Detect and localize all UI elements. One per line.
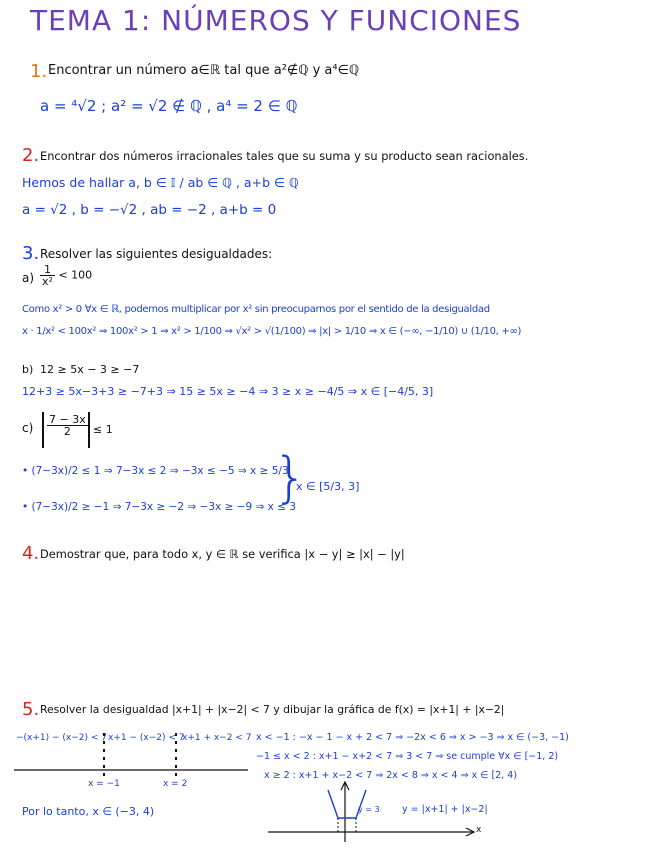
page-title: TEMA 1: NÚMEROS Y FUNCIONES bbox=[30, 4, 522, 37]
problem-3-number: 3. bbox=[22, 243, 40, 264]
problem-3c-rhs: ≤ 1 bbox=[93, 423, 113, 436]
problem-3a-work: x · 1/x² < 100x² ⇒ 100x² > 1 ⇒ x² > 1/100 ⇒ √x² > √(1/100) ⇒ |x| > 1/10 ⇒ x ∈ (−∞, −1/10) ∪ (1/10, +∞) bbox=[22, 326, 522, 337]
graph-x-label: x bbox=[476, 825, 482, 835]
problem-3b-label: b) bbox=[22, 363, 34, 376]
case-2-text: (7−3x)/2 ≥ −1 ⇒ 7−3x ≥ −2 ⇒ −3x ≥ −9 ⇒ x ≤ 3 bbox=[31, 501, 297, 513]
tick-label-minus-1: x = −1 bbox=[88, 779, 120, 789]
problem-3c-label: c) bbox=[22, 421, 34, 435]
inequality-rhs: < 100 bbox=[58, 268, 93, 282]
problem-3c-result: x ∈ [5/3, 3] bbox=[296, 480, 360, 493]
fraction-numerator: 1 bbox=[40, 264, 55, 276]
problem-3-statement: Resolver las siguientes desigualdades: bbox=[40, 247, 273, 261]
problem-3a-label: a) bbox=[22, 271, 35, 285]
problem-4-statement: Demostrar que, para todo x, y ∈ ℝ se verifica |x − y| ≥ |x| − |y| bbox=[40, 547, 405, 561]
problem-5-case-2: −1 ≤ x < 2 : x+1 − x+2 < 7 ⇒ 3 < 7 ⇒ se cumple ∀x ∈ [−1, 2) bbox=[256, 751, 559, 762]
problem-5-number: 5. bbox=[22, 699, 40, 720]
segment-3-expression: x+1 + x−2 < 7 bbox=[182, 733, 252, 743]
problem-1-statement: Encontrar un número a∈ℝ tal que a²∉ℚ y a⁴∈ℚ bbox=[48, 63, 360, 78]
problem-4-number: 4. bbox=[22, 543, 40, 564]
segment-2-expression: x+1 − (x−2) < 7 bbox=[108, 733, 185, 743]
fraction-denominator: x² bbox=[42, 275, 53, 288]
case-1-text: (7−3x)/2 ≤ 1 ⇒ 7−3x ≤ 2 ⇒ −3x ≤ −5 ⇒ x ≥ 5/3 bbox=[31, 465, 289, 477]
graph-y3-label: y = 3 bbox=[358, 805, 380, 814]
problem-2-statement: Encontrar dos números irracionales tales que su suma y su producto sean racionales. bbox=[40, 149, 529, 163]
problem-3c-case-2: • (7−3x)/2 ≥ −1 ⇒ 7−3x ≥ −2 ⇒ −3x ≥ −9 ⇒ x ≤ 3 bbox=[22, 501, 297, 513]
fraction-denominator: 2 bbox=[63, 425, 71, 438]
problem-3a-note: Como x² > 0 ∀x ∈ ℝ, podemos multiplicar por x² sin preocuparnos por el sentido de la desigualdad bbox=[22, 304, 490, 315]
tick-label-2: x = 2 bbox=[163, 779, 188, 789]
brace-icon: } bbox=[273, 446, 308, 509]
problem-3b-inequality: 12 ≥ 5x − 3 ≥ −7 bbox=[40, 363, 140, 376]
segment-1-expression: −(x+1) − (x−2) < 7 bbox=[16, 733, 108, 743]
problem-2-line-1: Hemos de hallar a, b ∈ 𝕀 / ab ∈ ℚ , a+b ∈ ℚ bbox=[22, 175, 299, 190]
problem-2-number: 2. bbox=[22, 145, 40, 166]
problem-3c-case-1: • (7−3x)/2 ≤ 1 ⇒ 7−3x ≤ 2 ⇒ −3x ≤ −5 ⇒ x ≥ 5/3 bbox=[22, 465, 289, 477]
problem-1-answer: a = ⁴√2 ; a² = √2 ∉ ℚ , a⁴ = 2 ∈ ℚ bbox=[40, 97, 298, 115]
fraction-numerator: 7 − 3x bbox=[49, 413, 86, 426]
problem-2-line-2: a = √2 , b = −√2 , ab = −2 , a+b = 0 bbox=[22, 202, 277, 218]
graph-function-label: y = |x+1| + |x−2| bbox=[402, 804, 488, 815]
problem-5-case-3: x ≥ 2 : x+1 + x−2 < 7 ⇒ 2x < 8 ⇒ x < 4 ⇒ x ∈ [2, 4) bbox=[264, 770, 518, 781]
problem-5-case-1: x < −1 : −x − 1 − x + 2 < 7 ⇒ −2x < 6 ⇒ x > −3 ⇒ x ∈ (−3, −1) bbox=[256, 732, 569, 743]
problem-5-statement: Resolver la desigualdad |x+1| + |x−2| < 7 y dibujar la gráfica de f(x) = |x+1| + |x−2| bbox=[40, 703, 505, 716]
problem-5-conclusion: Por lo tanto, x ∈ (−3, 4) bbox=[22, 805, 155, 818]
problem-1-number: 1. bbox=[30, 61, 48, 82]
problem-3b-work: 12+3 ≥ 5x−3+3 ≥ −7+3 ⇒ 15 ≥ 5x ≥ −4 ⇒ 3 ≥ x ≥ −4/5 ⇒ x ∈ [−4/5, 3] bbox=[22, 385, 434, 398]
